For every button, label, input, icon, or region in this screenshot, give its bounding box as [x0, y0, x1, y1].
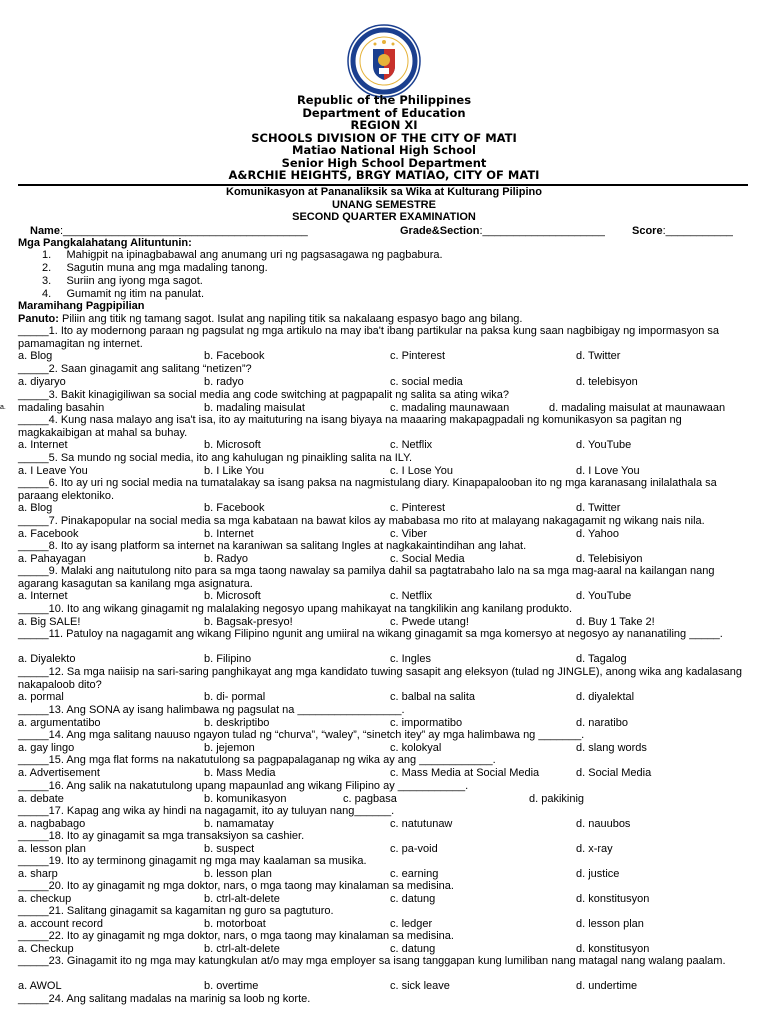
- option-7-a: a. Facebook: [18, 527, 79, 540]
- option-18-d: d. x-ray: [576, 842, 613, 855]
- general-heading: Mga Pangkalahatang Alituntunin:: [18, 237, 192, 249]
- option-16-a: a. debate: [18, 792, 64, 805]
- question-18: _____18. Ito ay ginagamit sa mga transaksiyon sa cashier.: [18, 830, 305, 842]
- option-1-a: a. Blog: [18, 350, 53, 363]
- option-4-c: c. Netflix: [390, 439, 433, 452]
- question-3: _____3. Bakit kinagigiliwan sa social media ang code switching at pagpapalit ng salita sa ating wika?: [18, 389, 510, 401]
- score-label: Score: [632, 225, 663, 237]
- option-23-d: d. undertime: [576, 980, 638, 993]
- question-6: _____6. Ito ay uri ng social media na tumatalakay sa isang paksa na nagmistulang diary. Kinapapalooban ito ng mga karanasang inilalathala sa paraang elektoniko.: [18, 477, 717, 502]
- option-16-c: c. pagbasa: [343, 792, 397, 805]
- option-11-d: d. Tagalog: [576, 653, 627, 666]
- option-6-a: a. Blog: [18, 502, 53, 515]
- option-15-d: d. Social Media: [576, 766, 652, 779]
- option-17-b: b. namamatay: [204, 817, 274, 830]
- question-2: _____2. Saan ginagamit ang salitang “netizen”?: [18, 363, 252, 375]
- option-21-b: b. motorboat: [204, 917, 266, 930]
- name-field[interactable]: [30, 225, 308, 238]
- question-11: _____11. Patuloy na nagagamit ang wikang Filipino ngunit ang umiiral na wikang ginagamit sa mga komersyo at negosyo ay nananatiling _____.: [18, 628, 723, 640]
- general-item: 3. Suriin ang iyong mga sagot.: [42, 275, 203, 287]
- option-9-c: c. Netflix: [390, 590, 433, 603]
- option-20-b: b. ctrl-alt-delete: [204, 892, 280, 905]
- semester: UNANG SEMESTRE: [332, 199, 436, 211]
- option-3-b: b. madaling maisulat: [204, 401, 305, 414]
- option-marker: a.: [0, 403, 6, 411]
- option-5-a: a. I Leave You: [18, 464, 88, 477]
- option-22-d: d. konstitusyon: [576, 942, 650, 955]
- option-19-a: a. sharp: [18, 867, 58, 880]
- option-23-a: a. AWOL: [18, 980, 62, 993]
- option-20-a: a. checkup: [18, 892, 72, 905]
- option-11-c: c. Ingles: [390, 653, 431, 666]
- option-8-b: b. Radyo: [204, 552, 249, 565]
- option-4-d: d. YouTube: [576, 439, 632, 452]
- option-21-a: a. account record: [18, 917, 103, 930]
- grade-blank: :____________________: [479, 225, 605, 237]
- panuto: Panuto: Piliin ang titik ng tamang sagot. Isulat ang napiling titik sa nakalaang espasyo bago ang bilang.: [18, 313, 523, 325]
- grade-section-field[interactable]: [400, 225, 605, 238]
- question-10: _____10. Ito ang wikang ginagamit ng malalaking negosyo upang mahikayat na tangkilikin ang kanilang produkto.: [18, 603, 573, 615]
- option-15-a: a. Advertisement: [18, 766, 100, 779]
- option-4-a: a. Internet: [18, 439, 68, 452]
- option-15-c: c. Mass Media at Social Media: [390, 766, 540, 779]
- option-22-c: c. datung: [390, 942, 436, 955]
- header-line-7: A&RCHIE HEIGHTS, BRGY MATIAO, CITY OF MATI: [228, 168, 540, 182]
- general-item: 1. Mahigpit na ipinagbabawal ang anumang uri ng pagsasagawa ng pagbabura.: [42, 249, 443, 261]
- question-19: _____19. Ito ay terminong ginagamit ng mga may kaalaman sa musika.: [18, 855, 367, 867]
- option-11-b: b. Filipino: [204, 653, 252, 666]
- question-22: _____22. Ito ay ginagamit ng mga doktor, nars, o mga taong may kinalaman sa medisina.: [18, 930, 454, 942]
- option-5-d: d. I Love You: [576, 464, 640, 477]
- option-12-d: d. diyalektal: [576, 691, 635, 704]
- header-line-3: REGION XI: [350, 118, 418, 132]
- option-13-d: d. naratibo: [576, 716, 628, 729]
- option-14-b: b. jejemon: [204, 741, 255, 754]
- option-9-b: b. Microsoft: [204, 590, 261, 603]
- option-2-b: b. radyo: [204, 375, 244, 388]
- option-6-d: d. Twitter: [576, 502, 621, 515]
- question-9: _____9. Malaki ang naitutulong nito para sa mga taong nawalay sa pamilya dahil sa pagtatrabaho lalo na sa mga mag-aaral na kailangan nang agarang kasagutan sa kanilang mga asignatura.: [18, 565, 715, 590]
- option-5-c: c. I Lose You: [390, 464, 453, 477]
- question-4: _____4. Kung nasa malayo ang isa't isa, ito ay maituturing na isang biyaya na maaaring makapagpadali ng komunikasyon sa pagitan ng magkakaibigan at mahal sa buhay.: [18, 414, 682, 439]
- option-1-d: d. Twitter: [576, 350, 621, 363]
- option-13-a: a. argumentatibo: [18, 716, 101, 729]
- option-16-b: b. komunikasyon: [204, 792, 287, 805]
- header-line-4: SCHOOLS DIVISION OF THE CITY OF MATI: [251, 131, 517, 145]
- option-18-c: c. pa-void: [390, 842, 438, 855]
- option-1-b: b. Facebook: [204, 350, 265, 363]
- question-23: _____23. Ginagamit ito ng mga may katungkulan at/o may mga employer sa isang tanggapan kung lumiliban nang matagal nang walang paalam.: [18, 955, 726, 967]
- exam-title: SECOND QUARTER EXAMINATION: [292, 211, 476, 223]
- score-blank: :___________: [662, 225, 733, 237]
- option-23-b: b. overtime: [204, 980, 259, 993]
- header-line-5: Matiao National High School: [292, 143, 476, 157]
- option-19-d: d. justice: [576, 867, 620, 880]
- question-1: _____1. Ito ay modernong paraan ng pagsulat ng mga artikulo na may iba't ibang partikular na paksa kung saan nagbibigay ng impormasyon sa pamamagitan ng internet.: [18, 325, 720, 350]
- option-10-d: d. Buy 1 Take 2!: [576, 615, 655, 628]
- name-label: Name: [30, 225, 60, 237]
- option-17-a: a. nagbabago: [18, 817, 86, 830]
- question-7: _____7. Pinakapopular na social media sa mga kabataan na bawat kilos ay mababasa mo rito at malayang nakagagamit ng wikang nais nila.: [18, 515, 705, 527]
- option-19-b: b. lesson plan: [204, 867, 272, 880]
- option-14-a: a. gay lingo: [18, 741, 75, 754]
- option-10-a: a. Big SALE!: [18, 615, 81, 628]
- option-7-d: d. Yahoo: [576, 527, 620, 540]
- option-14-c: c. kolokyal: [390, 741, 442, 754]
- option-18-a: a. lesson plan: [18, 842, 86, 855]
- option-2-c: c. social media: [390, 375, 463, 388]
- option-19-c: c. earning: [390, 867, 439, 880]
- question-21: _____21. Salitang ginagamit sa kagamitan ng guro sa pagtuturo.: [18, 905, 334, 917]
- score-field[interactable]: [632, 225, 733, 238]
- header-line-6: Senior High School Department: [281, 156, 487, 170]
- question-17: _____17. Kapag ang wika ay hindi na nagagamit, ito ay tuluyan nang______.: [18, 805, 395, 817]
- option-6-c: c. Pinterest: [390, 502, 446, 515]
- option-13-b: b. deskriptibo: [204, 716, 270, 729]
- option-8-a: a. Pahayagan: [18, 552, 86, 565]
- option-2-a: a. diyaryo: [18, 375, 66, 388]
- option-8-c: c. Social Media: [390, 552, 465, 565]
- option-13-c: c. impormatibo: [390, 716, 463, 729]
- option-12-c: c. balbal na salita: [390, 691, 475, 704]
- option-16-d: d. pakikinig: [529, 792, 585, 805]
- name-blank: :________________________________________: [59, 225, 308, 237]
- header-line-1: Republic of the Philippines: [296, 93, 472, 107]
- general-item: 4. Gumamit ng itim na panulat.: [42, 288, 205, 300]
- option-20-c: c. datung: [390, 892, 436, 905]
- option-5-b: b. I Like You: [204, 464, 264, 477]
- option-4-b: b. Microsoft: [204, 439, 261, 452]
- option-6-b: b. Facebook: [204, 502, 265, 515]
- option-9-a: a. Internet: [18, 590, 68, 603]
- question-12: _____12. Sa mga naiisip na sari-saring panghikayat ang mga kandidato tuwing sasapit ang eleksyon (tulad ng JINGLE), anong wika ang kadalasang nakapaloob dito?: [18, 666, 743, 691]
- mc-heading: Maramihang Pagpipilian: [18, 300, 145, 312]
- option-7-c: c. Viber: [390, 527, 428, 540]
- option-20-d: d. konstitusyon: [576, 892, 650, 905]
- grade-label: Grade&Section: [400, 225, 480, 237]
- question-20: _____20. Ito ay ginagamit ng mga doktor, nars, o mga taong may kinalaman sa medisina.: [18, 880, 454, 892]
- option-11-a: a. Diyalekto: [18, 653, 76, 666]
- option-3-c: c. madaling maunawaan: [390, 401, 510, 414]
- option-2-d: d. telebisyon: [576, 375, 638, 388]
- deped-seal-logo: [347, 24, 421, 98]
- option-22-b: b. ctrl-alt-delete: [204, 942, 280, 955]
- option-12-a: a. pormal: [18, 691, 64, 704]
- option-3-d: d. madaling maisulat at maunawaan: [549, 401, 726, 414]
- option-15-b: b. Mass Media: [204, 766, 276, 779]
- option-21-d: d. lesson plan: [576, 917, 644, 930]
- option-10-c: c. Pwede utang!: [390, 615, 469, 628]
- question-14: _____14. Ang mga salitang nauuso ngayon tulad ng “churva”, “waley”, “sinetch itey” ay mga halimbawa ng _______.: [18, 729, 585, 741]
- option-10-b: b. Bagsak-presyo!: [204, 615, 293, 628]
- question-13: _____13. Ang SONA ay isang halimbawa ng pagsulat na _________________.: [18, 704, 405, 716]
- option-21-c: c. ledger: [390, 917, 433, 930]
- option-9-d: d. YouTube: [576, 590, 632, 603]
- question-15: _____15. Ang mga flat forms na nakatutulong sa pagpapalaganap ng wika ay ang ____________.: [18, 754, 496, 766]
- option-3-a: madaling basahin: [18, 401, 105, 414]
- general-item: 2. Sagutin muna ang mga madaling tanong.: [42, 262, 268, 274]
- subject-title: Komunikasyon at Pananaliksik sa Wika at Kulturang Pilipino: [226, 186, 542, 198]
- question-8: _____8. Ito ay isang platform sa internet na karaniwan sa salitang Ingles at nagkakaintindihan ang lahat.: [18, 540, 527, 552]
- question-16: _____16. Ang salik na nakatutulong upang mapaunlad ang wikang Filipino ay ___________.: [18, 780, 469, 792]
- option-23-c: c. sick leave: [390, 980, 450, 993]
- option-17-d: d. nauubos: [576, 817, 631, 830]
- question-5: _____5. Sa mundo ng social media, ito ang kahulugan ng pinaikling salita na ILY.: [18, 452, 413, 464]
- option-7-b: b. Internet: [204, 527, 254, 540]
- option-17-c: c. natutunaw: [390, 817, 453, 830]
- option-12-b: b. di- pormal: [204, 691, 266, 704]
- header-line-2: Department of Education: [302, 106, 466, 120]
- question-24: _____24. Ang salitang madalas na marinig sa loob ng korte.: [18, 993, 311, 1005]
- option-8-d: d. Telebisiyon: [576, 552, 643, 565]
- option-14-d: d. slang words: [576, 741, 647, 754]
- option-18-b: b. suspect: [204, 842, 255, 855]
- option-1-c: c. Pinterest: [390, 350, 446, 363]
- option-22-a: a. Checkup: [18, 942, 74, 955]
